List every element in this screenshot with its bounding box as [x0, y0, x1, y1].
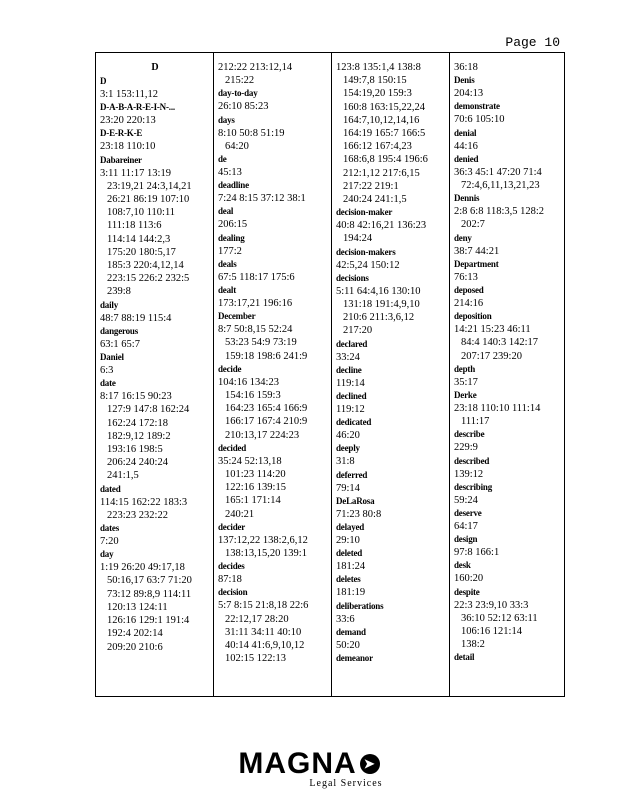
page-line-reference: 48:7 88:19 115:4	[100, 312, 172, 324]
index-entry	[336, 206, 446, 245]
page-line-reference: 22:12,17 28:20	[225, 613, 289, 625]
index-entry	[336, 547, 446, 573]
index-entry	[100, 154, 210, 299]
index-term: deliberations	[336, 600, 384, 611]
index-term: described	[454, 455, 490, 466]
index-term: delayed	[336, 522, 365, 533]
page-line-reference: 119:14	[336, 377, 365, 389]
column-divider	[331, 53, 332, 696]
page-line-reference: 122:16 139:15	[225, 482, 286, 494]
page-line-reference: 5:11 64:4,16 130:10	[336, 285, 421, 297]
page-line-reference: 127:9 147:8 162:24	[107, 404, 190, 416]
page-line-reference: 72:4,6,11,13,21,23	[461, 180, 540, 192]
index-entry	[336, 416, 446, 442]
page-line-reference: 164:7,10,12,14,16	[343, 114, 420, 126]
index-column-1	[100, 61, 210, 696]
index-entry	[454, 232, 564, 258]
index-term: decider	[218, 521, 246, 532]
index-entry	[100, 101, 210, 127]
index-term: Dennis	[454, 193, 480, 204]
page-line-reference: 35:24 52:13,18	[218, 455, 282, 467]
index-term: D	[100, 76, 107, 86]
page-line-reference: 14:21 15:23 46:11	[454, 324, 531, 336]
page-line-reference: 214:16	[454, 298, 484, 310]
page-line-reference: 42:5,24 150:12	[336, 259, 400, 271]
index-entry	[336, 442, 446, 468]
page-line-reference: 33:24	[336, 351, 360, 363]
index-entry	[100, 377, 210, 482]
index-entry	[454, 507, 564, 533]
page-line-reference: 229:9	[454, 442, 478, 454]
index-entry	[454, 310, 564, 363]
index-term: deletes	[336, 574, 361, 585]
page-line-reference: 223:23 232:22	[107, 509, 168, 521]
page-line-reference: 149:7,8 150:15	[343, 75, 407, 87]
page-line-reference: 50:16,17 63:7 71:20	[107, 575, 192, 587]
index-term: D-E-R-K-E	[100, 128, 143, 139]
page-line-reference: 108:7,10 110:11	[107, 207, 176, 219]
page-line-reference: 131:18 191:4,9,10	[343, 299, 420, 311]
page-line-reference: 50:20	[336, 639, 360, 651]
page-line-reference: 206:24 240:24	[107, 457, 168, 469]
index-term: declined	[336, 391, 367, 402]
column-divider	[449, 53, 450, 696]
page-line-reference: 8:7 50:8,15 52:24	[218, 324, 293, 336]
page-line-reference: 181:19	[336, 587, 366, 599]
index-entry	[336, 600, 446, 626]
page-line-reference: 36:18	[454, 62, 478, 73]
page-line-reference: 31:8	[336, 456, 355, 468]
index-term: design	[454, 534, 478, 545]
column-divider	[213, 53, 214, 696]
page-line-reference: 204:13	[454, 88, 484, 100]
page-line-reference: 5:7 8:15 21:8,18 22:6	[218, 600, 309, 612]
index-term: December	[218, 311, 256, 322]
index-term: day-to-day	[218, 88, 258, 99]
page-line-reference: 2:8 6:8 118:3,5 128:2	[454, 206, 545, 218]
page-line-reference: 215:22	[225, 75, 255, 87]
page-line-reference: 217:20	[343, 325, 373, 337]
index-entry	[336, 272, 446, 338]
page-line-reference: 193:16 198:5	[107, 444, 163, 456]
index-entry	[454, 258, 564, 284]
index-entry	[218, 179, 328, 205]
page-line-reference: 53:23 54:9 73:19	[225, 337, 297, 349]
index-term: Derke	[454, 390, 477, 401]
index-term: decline	[336, 364, 362, 375]
index-entry	[336, 495, 446, 521]
page-line-reference: 212:22 213:12,14	[218, 62, 293, 73]
index-column-4	[454, 61, 564, 696]
index-entry	[454, 389, 564, 428]
page-line-reference: 212:1,12 217:6,15	[343, 167, 420, 179]
index-term: deserve	[454, 508, 482, 519]
page-line-reference: 59:24	[454, 494, 478, 506]
index-entry	[336, 652, 446, 665]
index-entry	[454, 127, 564, 153]
page-line-reference: 114:15 162:22 183:3	[100, 496, 188, 508]
page-line-reference: 111:17	[461, 416, 490, 428]
page-line-reference: 138:2	[461, 639, 485, 651]
index-term: demeanor	[336, 653, 373, 664]
section-letter: D	[151, 62, 159, 73]
index-entry	[100, 351, 210, 377]
page-line-reference: 181:24	[336, 561, 366, 573]
page-line-reference: 7:24 8:15 37:12 38:1	[218, 193, 306, 205]
page-line-reference: 159:18 198:6 241:9	[225, 350, 308, 362]
page-line-reference: 38:7 44:21	[454, 245, 500, 257]
index-entry	[218, 87, 328, 113]
index-term: D-A-B-A-R-E-I-N-...	[100, 102, 175, 113]
page-line-reference: 166:12 167:4,23	[343, 141, 412, 153]
arrow-circle-icon: ➤	[360, 754, 380, 774]
index-entry	[218, 205, 328, 231]
page-line-reference: 79:14	[336, 482, 360, 494]
index-term: date	[100, 378, 116, 389]
page-line-reference: 206:15	[218, 219, 248, 231]
page-line-reference: 210:6 211:3,6,12	[343, 312, 415, 324]
page-line-reference: 67:5 118:17 175:6	[218, 271, 295, 283]
index-term: DeLaRosa	[336, 495, 375, 506]
index-term: dealing	[218, 232, 245, 243]
index-entry	[218, 442, 328, 521]
page-line-reference: 64:20	[225, 140, 249, 152]
index-term: deposition	[454, 311, 492, 322]
index-term: dangerous	[100, 325, 139, 336]
index-entry	[454, 533, 564, 559]
index-entry	[336, 573, 446, 599]
index-entry	[454, 284, 564, 310]
index-entry	[336, 521, 446, 547]
page-line-reference: 164:19 165:7 166:5	[343, 128, 426, 140]
index-entry	[454, 153, 564, 192]
index-entry	[454, 559, 564, 585]
index-term: denial	[454, 127, 477, 138]
index-term: denied	[454, 153, 479, 164]
page-line-reference: 40:8 42:16,21 136:23	[336, 220, 427, 232]
index-term: desk	[454, 560, 471, 571]
index-entry	[218, 114, 328, 153]
page-line-reference: 137:12,22 138:2,6,12	[218, 534, 308, 546]
page-line-reference: 123:8 135:1,4 138:8	[336, 62, 421, 73]
page-line-reference: 87:18	[218, 574, 242, 586]
index-entry	[218, 284, 328, 310]
page-line-reference: 6:3	[100, 365, 114, 377]
index-entry	[218, 232, 328, 258]
page-line-reference: 240:21	[225, 508, 255, 520]
index-entry	[454, 61, 564, 74]
index-entry	[454, 455, 564, 481]
page-line-reference: 194:24	[343, 233, 373, 245]
page-line-reference: 119:12	[336, 404, 365, 416]
index-column-3	[336, 61, 446, 696]
index-term: deferred	[336, 469, 368, 480]
index-term: daily	[100, 299, 119, 310]
page-line-reference: 111:18 113:6	[107, 220, 162, 232]
index-term: dedicated	[336, 417, 372, 428]
page-line-reference: 23:18 110:10	[100, 141, 156, 153]
page-line-reference: 3:11 11:17 13:19	[100, 167, 171, 179]
index-entry	[100, 299, 210, 325]
index-entry	[336, 390, 446, 416]
page-line-reference: 175:20 180:5,17	[107, 246, 176, 258]
index-term: Dabareiner	[100, 154, 142, 165]
page-line-reference: 192:4 202:14	[107, 628, 163, 640]
index-entry	[218, 258, 328, 284]
index-term: de	[218, 154, 227, 165]
word-index-table	[95, 52, 565, 697]
index-term: declared	[336, 338, 368, 349]
index-term: days	[218, 114, 235, 125]
page-line-reference: 73:12 89:8,9 114:11	[107, 588, 192, 600]
index-entry	[454, 100, 564, 126]
page-line-reference: 8:17 16:15 90:23	[100, 391, 172, 403]
page-line-reference: 126:16 129:1 191:4	[107, 615, 190, 627]
index-term: decision	[218, 587, 248, 598]
index-term: despite	[454, 586, 480, 597]
index-term: day	[100, 549, 114, 560]
logo-subtitle: Legal Services	[309, 778, 383, 789]
index-term: depth	[454, 363, 476, 374]
index-entry	[100, 522, 210, 548]
index-column-2	[218, 61, 328, 696]
page-line-reference: 36:3 45:1 47:20 71:4	[454, 166, 542, 178]
page-line-reference: 241:1,5	[107, 470, 139, 482]
index-term: detail	[454, 652, 475, 663]
index-term: deposed	[454, 285, 484, 296]
page-line-reference: 102:15 122:13	[225, 653, 286, 665]
page-line-reference: 97:8 166:1	[454, 547, 500, 559]
index-term: decisions	[336, 272, 369, 283]
page-line-reference: 202:7	[461, 219, 485, 231]
page-line-reference: 7:20	[100, 536, 119, 548]
index-entry	[454, 586, 564, 652]
page-line-reference: 76:13	[454, 271, 478, 283]
index-term: deadline	[218, 180, 249, 191]
index-entry	[336, 61, 446, 206]
page-line-reference: 71:23 80:8	[336, 508, 382, 520]
index-term: decide	[218, 363, 242, 374]
index-term: Daniel	[100, 352, 124, 363]
page-line-reference: 104:16 134:23	[218, 376, 279, 388]
index-term: deals	[218, 258, 237, 269]
index-term: deal	[218, 206, 234, 217]
page-line-reference: 26:21 86:19 107:10	[107, 194, 190, 206]
index-entry	[454, 481, 564, 507]
index-term: Denis	[454, 75, 475, 86]
index-entry	[100, 127, 210, 153]
index-term: dates	[100, 523, 119, 534]
page-line-reference: 168:6,8 195:4 196:6	[343, 154, 428, 166]
index-entry	[218, 586, 328, 665]
page-line-reference: 239:8	[107, 286, 131, 298]
index-term: Department	[454, 258, 499, 269]
page-line-reference: 177:2	[218, 245, 242, 257]
page-line-reference: 26:10 85:23	[218, 101, 269, 113]
index-term: dated	[100, 483, 121, 494]
page-line-reference: 63:1 65:7	[100, 338, 140, 350]
index-entry	[218, 61, 328, 87]
page-line-reference: 114:14 144:2,3	[107, 233, 171, 245]
index-entry	[336, 626, 446, 652]
index-term: dealt	[218, 285, 236, 296]
index-term: demonstrate	[454, 101, 500, 112]
page-line-reference: 209:20 210:6	[107, 641, 163, 653]
page-line-reference: 217:22 219:1	[343, 180, 399, 192]
index-term: decides	[218, 561, 245, 572]
page-line-reference: 84:4 140:3 142:17	[461, 337, 539, 349]
page-line-reference: 33:6	[336, 613, 355, 625]
page-line-reference: 35:17	[454, 376, 478, 388]
page-line-reference: 166:17 167:4 210:9	[225, 416, 308, 428]
page-line-reference: 165:1 171:14	[225, 495, 281, 507]
page-line-reference: 8:10 50:8 51:19	[218, 127, 285, 139]
page-line-reference: 160:20	[454, 573, 484, 585]
page-line-reference: 70:6 105:10	[454, 114, 505, 126]
index-entry	[336, 246, 446, 272]
page-line-reference: 162:24 172:18	[107, 417, 168, 429]
index-entry	[336, 364, 446, 390]
page-line-reference: 106:16 121:14	[461, 626, 522, 638]
index-term: describe	[454, 429, 485, 440]
page-line-reference: 1:19 26:20 49:17,18	[100, 562, 185, 574]
page-line-reference: 23:20 220:13	[100, 115, 156, 127]
index-entry	[218, 363, 328, 442]
page-line-reference: 23:19,21 24:3,14,21	[107, 180, 192, 192]
page-line-reference: 44:16	[454, 140, 478, 152]
index-entry	[454, 651, 564, 664]
page-line-reference: 173:17,21 196:16	[218, 298, 293, 310]
index-entry	[100, 75, 210, 101]
index-term: describing	[454, 481, 493, 492]
page-line-reference: 3:1 153:11,12	[100, 89, 158, 100]
page-line-reference: 45:13	[218, 167, 242, 179]
page-line-reference: 160:8 163:15,22,24	[343, 101, 425, 113]
index-term: deleted	[336, 548, 363, 559]
page-line-reference: 36:10 52:12 63:11	[461, 612, 538, 624]
index-entry	[336, 338, 446, 364]
index-term: deny	[454, 232, 472, 243]
index-entry	[454, 192, 564, 231]
index-entry	[218, 521, 328, 560]
page-line-reference: 164:23 165:4 166:9	[225, 403, 308, 415]
index-term: decision-maker	[336, 207, 393, 218]
page-line-reference: 210:13,17 224:23	[225, 429, 300, 441]
page-line-reference: 31:11 34:11 40:10	[225, 626, 302, 638]
index-term: deeply	[336, 443, 360, 454]
index-entry	[454, 363, 564, 389]
page-line-reference: 64:17	[454, 521, 478, 533]
index-entry	[100, 325, 210, 351]
page-line-reference: 139:12	[454, 468, 484, 480]
index-entry	[100, 483, 210, 522]
page-line-reference: 182:9,12 189:2	[107, 430, 171, 442]
page-line-reference: 46:20	[336, 430, 360, 442]
magna-logo	[0, 748, 618, 789]
page-line-reference: 223:15 226:2 232:5	[107, 273, 190, 285]
page-line-reference: 22:3 23:9,10 33:3	[454, 599, 529, 611]
page-line-reference: 185:3 220:4,12,14	[107, 260, 184, 272]
page-line-reference: 138:13,15,20 139:1	[225, 548, 307, 560]
index-entry	[218, 310, 328, 363]
page-line-reference: 29:10	[336, 535, 360, 547]
page-line-reference: 154:16 159:3	[225, 390, 281, 402]
page-line-reference: 154:19,20 159:3	[343, 88, 412, 100]
index-term: decision-makers	[336, 246, 396, 257]
index-entry	[218, 153, 328, 179]
index-term: decided	[218, 442, 247, 453]
page-line-reference: 207:17 239:20	[461, 350, 522, 362]
page-line-reference: 120:13 124:11	[107, 601, 168, 613]
page-line-reference: 23:18 110:10 111:14	[454, 403, 541, 415]
index-entry	[454, 428, 564, 454]
page-line-reference: 40:14 41:6,9,10,12	[225, 640, 305, 652]
logo-wordmark: MAGNA	[238, 747, 357, 780]
page-number: Page 10	[505, 35, 560, 50]
index-entry	[100, 548, 210, 653]
page-line-reference: 240:24 241:1,5	[343, 194, 407, 206]
index-entry	[454, 74, 564, 100]
page-line-reference: 101:23 114:20	[225, 469, 286, 481]
index-term: demand	[336, 626, 366, 637]
index-entry	[218, 560, 328, 586]
index-entry	[336, 469, 446, 495]
